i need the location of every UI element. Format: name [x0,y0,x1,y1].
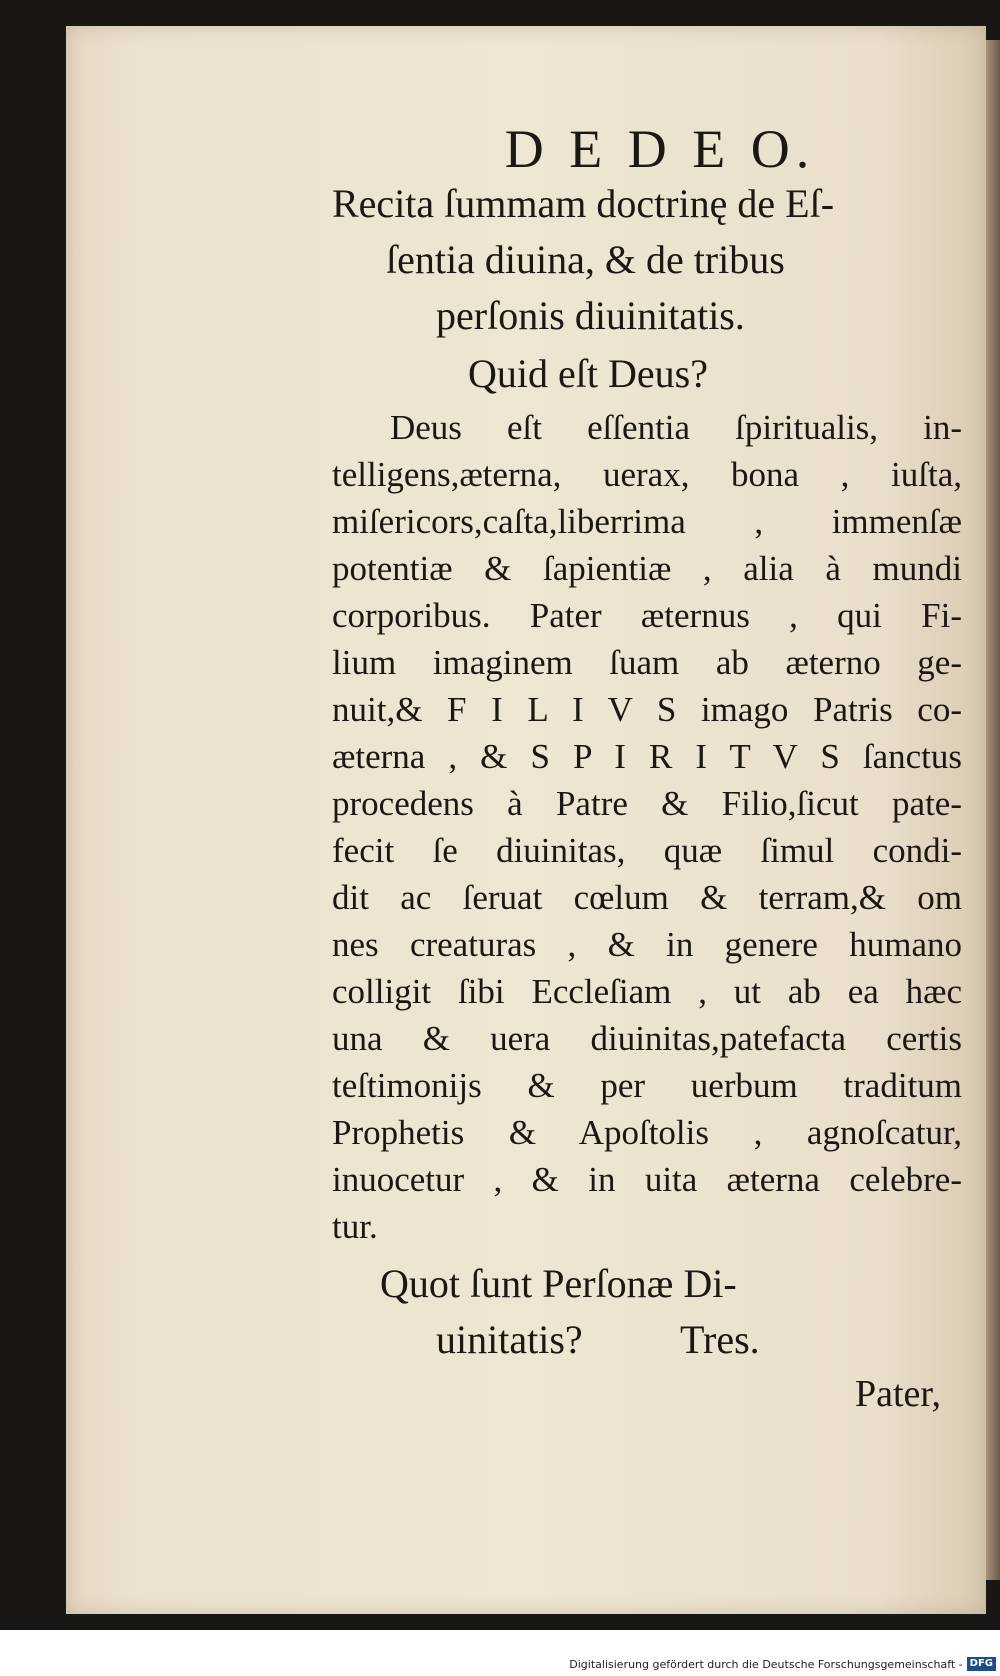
page-edge [986,40,1000,1580]
text-line: dit ac ſeruat cœlum & terram,& om [332,878,962,917]
answer-text: Tres. [680,1317,760,1362]
question-heading: Quot ſunt Perſonæ Di- [380,1261,737,1306]
question-heading-continued: uinitatis? [436,1317,583,1362]
question-heading: Quid eſt Deus? [468,351,708,396]
footer-credit: Digitalisierung gefördert durch die Deutsche Forschungsgemeinschaft - [569,1657,963,1671]
text-line: miſericors,caſta,liberrima , immenſæ [332,502,962,541]
text-line: Prophetis & Apoſtolis , agnoſcatur, [332,1113,962,1152]
text-line: una & uera diuinitas,patefacta certis [332,1019,962,1058]
text-line: teſtimonijs & per uerbum traditum [332,1066,962,1105]
text-line: corporibus. Pater æternus , qui Fi- [332,596,962,635]
text-line: inuocetur , & in uita æterna celebre- [332,1160,962,1199]
text-line: fecit ſe diuinitas, quæ ſimul condi- [332,831,962,870]
text-line: nes creaturas , & in genere humano [332,925,962,964]
digitization-footer [0,1654,996,1674]
text-line: Deus eſt eſſentia ſpiritualis, in- [390,408,962,447]
subtitle-line: perſonis diuinitatis. [436,293,745,338]
text-line: lium imaginem ſuam ab æterno ge- [332,643,962,682]
text-line: nuit,& F I L I V S imago Patris co- [332,690,962,729]
catchword: Pater, [855,1373,942,1415]
page-heading: D E D E O. [504,119,816,179]
subtitle-line: Recita ſummam doctrinę de Eſ- [332,181,835,226]
body-paragraph [332,404,962,1250]
text-line: telligens,æterna, uerax, bona , iuſta, [332,455,962,494]
text-line: tur. [332,1207,378,1246]
subtitle-line: ſentia diuina, & de tribus [386,237,785,282]
text-line: potentiæ & ſapientiæ , alia à mundi [332,549,962,588]
text-line: procedens à Patre & Filio,ſicut pate- [332,784,962,823]
dfg-logo-icon: DFG [967,1657,996,1671]
text-line: æterna , & S P I R I T V S ſanctus [332,737,962,776]
text-line: colligit ſibi Eccleſiam , ut ab ea hæc [332,972,962,1011]
